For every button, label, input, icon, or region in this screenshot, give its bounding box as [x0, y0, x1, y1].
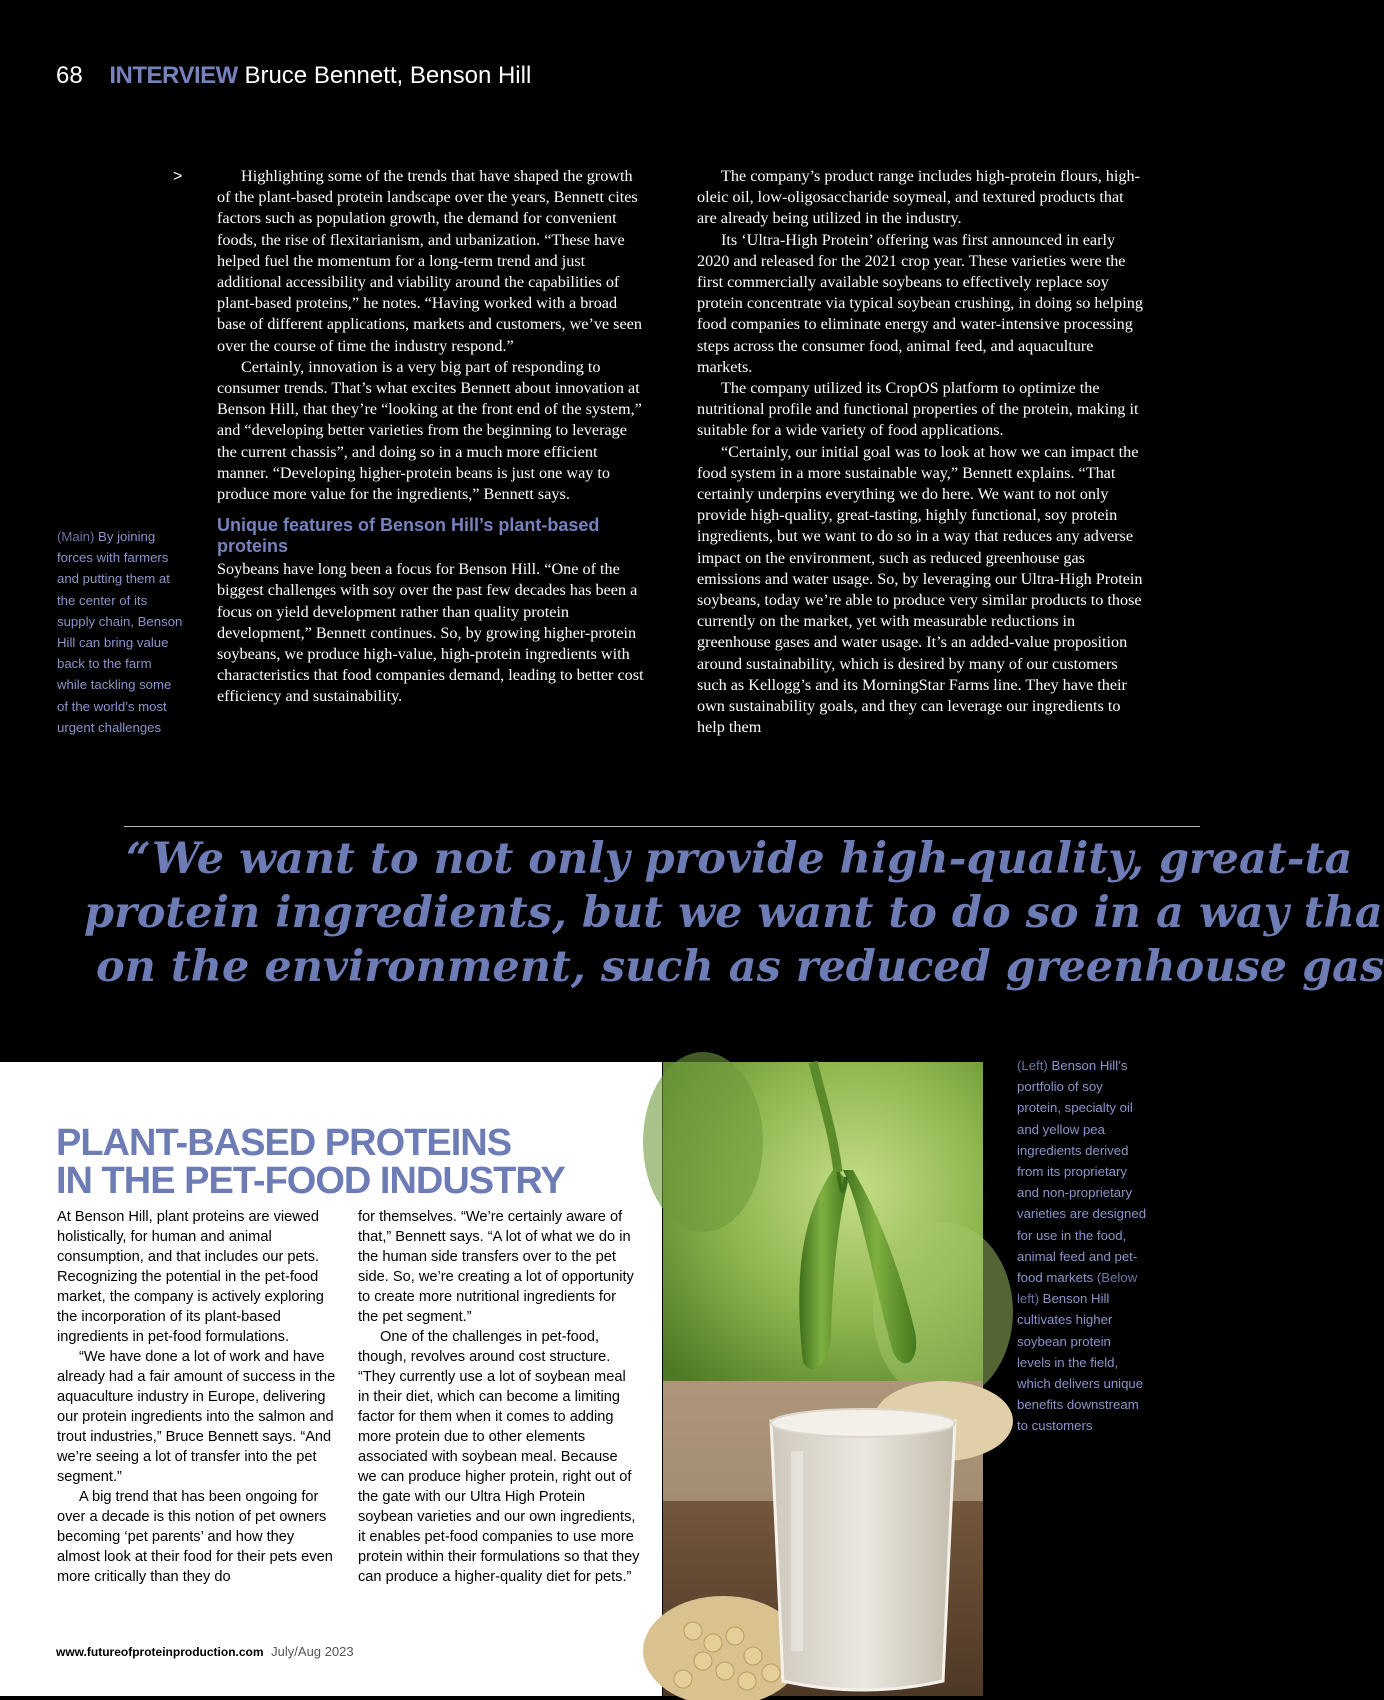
caption-text: Benson Hill’s portfolio of soy protein, specialty oil and yellow pea ingredients derived from its proprietary and non-proprietary varieties are designed for use in the food, animal feed and pet-food markets: [1017, 1058, 1147, 1286]
subheading: Unique features of Benson Hill’s plant-based proteins: [217, 515, 600, 557]
pull-quote-line: protein ingredients, but we want to do so in a way tha: [84, 888, 1383, 938]
caption-label: (Left): [1017, 1058, 1048, 1073]
boxout-column-right: [358, 1207, 640, 1587]
boxout-title-line: PLANT-BASED PROTEINS: [56, 1122, 512, 1164]
boxout-title-line: IN THE PET-FOOD INDUSTRY: [56, 1160, 565, 1202]
boxout-column-left: [57, 1207, 340, 1587]
caption-text: By joining forces with farmers and putting them at the center of its supply chain, Benson Hill can bring value back to the farm while tackling some of the world’s most urgent challenges: [57, 529, 183, 735]
paragraph: One of the challenges in pet-food, though, revolves around cost structure. “They currently use a lot of soybean meal in their diet, which can become a limiting factor for them when it comes to adding more protein due to other elements associated with soybean meal. Because we can produce higher protein, right out of the gate with our Ultra High Protein soybean varieties and our own ingredients, it enables pet-food companies to use more protein within their formulations so that they can produce a higher-quality diet for pets.”: [358, 1329, 640, 1585]
paragraph: A big trend that has been ongoing for over a decade is this notion of pet owners becoming ‘pet parents’ and how they almost look at their food for their pets even more critically than they do: [57, 1489, 333, 1585]
footer-date: July/Aug 2023: [271, 1644, 354, 1659]
caption-label: (Below left): [1017, 1270, 1138, 1307]
pull-quote-line: “We want to not only provide high-quality, great-ta: [126, 834, 1353, 884]
paragraph: The company’s product range includes high-protein flours, high-oleic oil, low-oligosaccharide soymeal, and textured products that are already being utilized in the industry.: [697, 167, 1140, 228]
divider: [124, 826, 1200, 827]
paragraph: The company utilized its CropOS platform to optimize the nutritional profile and functional properties of the protein, making it suitable for a wide variety of food applications.: [697, 379, 1139, 440]
caption-main: [57, 526, 185, 738]
caption-label: (Main): [57, 529, 95, 544]
caption-right: [1017, 1055, 1147, 1437]
paragraph: for themselves. “We’re certainly aware of that,” Bennett says. “A lot of what we do in the human side transfers over to the pet side. So, we’re creating a lot of opportunity to create more nutritional ingredients for the pet segment.”: [358, 1209, 634, 1325]
paragraph: Its ‘Ultra-High Protein’ offering was first announced in early 2020 and released for the 2021 crop year. These varieties were the first commercially available soybeans to effectively replace soy protein concentrate via typical soybean crushing, in doing so helping food companies to eliminate energy and water-intensive processing steps across the consumer food, animal feed, and aquaculture markets.: [697, 230, 1143, 376]
header-title: Bruce Bennett, Benson Hill: [244, 62, 532, 89]
caption-text: Benson Hill cultivates higher soybean protein levels in the field, which delivers unique benefits downstream to customers: [1017, 1291, 1144, 1434]
page-number: 68: [56, 62, 83, 89]
footer-url: www.futureofproteinproduction.com: [56, 1645, 264, 1659]
paragraph: Certainly, innovation is a very big part of responding to consumer trends. That’s what excites Bennett about innovation at Benson Hill, that they’re “looking at the front end of the system,” and “developing better varieties from the beginning to leverage the current chassis”, and doing so in a much more efficient manner. “Developing higher-protein beans is just one way to produce more value for the ingredients,” Bennett says.: [217, 357, 642, 504]
article-column-left: [217, 166, 649, 708]
paragraph: “Certainly, our initial goal was to look at how we can impact the food system in a more sustainable way,” Bennett explains. “That certainly underpins everything we do here. We want to not only provide high-quality, great-tasting, highly functional, soy protein ingredients, but we want to do so in a way that reduces any adverse impact on the environment, such as reduced greenhouse gas emissions and water usage. So, by leveraging our Ultra-High Protein soybeans, today we’re able to produce very similar products to those currently on the market, yet with measurable reductions in greenhouse gases and water usage. It’s an added-value proposition around sustainability, which is desired by many of our customers such as Kellogg’s and its MorningStar Farms line. They have their own sustainability goals, and they can leverage our ingredients to help them: [697, 442, 1143, 737]
soy-milk-photo: [663, 1381, 983, 1696]
soybean-pods-photo: [663, 1062, 983, 1381]
paragraph: At Benson Hill, plant proteins are viewed holistically, for human and animal consumption, and that includes our pets. Recognizing the potential in the pet-food market, the company is actively exploring the incorporation of its plant-based ingredients in pet-food formulations.: [57, 1209, 324, 1345]
paragraph: Highlighting some of the trends that have shaped the growth of the plant-based protein landscape over the years, Bennett cites factors such as population growth, the demand for convenient foods, the rise of flexitarianism, and urbanization. “These have helped fuel the momentum for a long-term trend and just additional accessibility and viability around the capabilities of plant-based proteins,” he notes. “Having worked with a broad base of different applications, markets and customers, we’ve seen over the course of time the industry respond.”: [217, 167, 642, 355]
pull-quote: [0, 832, 1384, 994]
boxout-title: [56, 1124, 565, 1200]
paragraph: Soybeans have long been a focus for Benson Hill. “One of the biggest challenges with soy over the past few decades has been a focus on yield development rather than quality protein development,” Bennett continues. So, by growing higher-protein soybeans, we produce high-value, high-protein ingredients with characteristics that food companies demand, leading to better cost efficiency and sustainability.: [217, 560, 644, 706]
continuation-arrow-icon: >: [173, 168, 183, 185]
page-header: [56, 62, 531, 90]
page-footer: [56, 1644, 354, 1659]
article-column-right: [697, 166, 1145, 738]
section-kicker: INTERVIEW: [109, 62, 238, 89]
pull-quote-line: on the environment, such as reduced greenhouse gas: [96, 942, 1384, 992]
paragraph: “We have done a lot of work and have already had a fair amount of success in the aquaculture industry in Europe, delivering our protein ingredients into the salmon and trout industries,” Bruce Bennett says. “And we’re seeing a lot of transfer into the pet segment.”: [57, 1349, 336, 1485]
